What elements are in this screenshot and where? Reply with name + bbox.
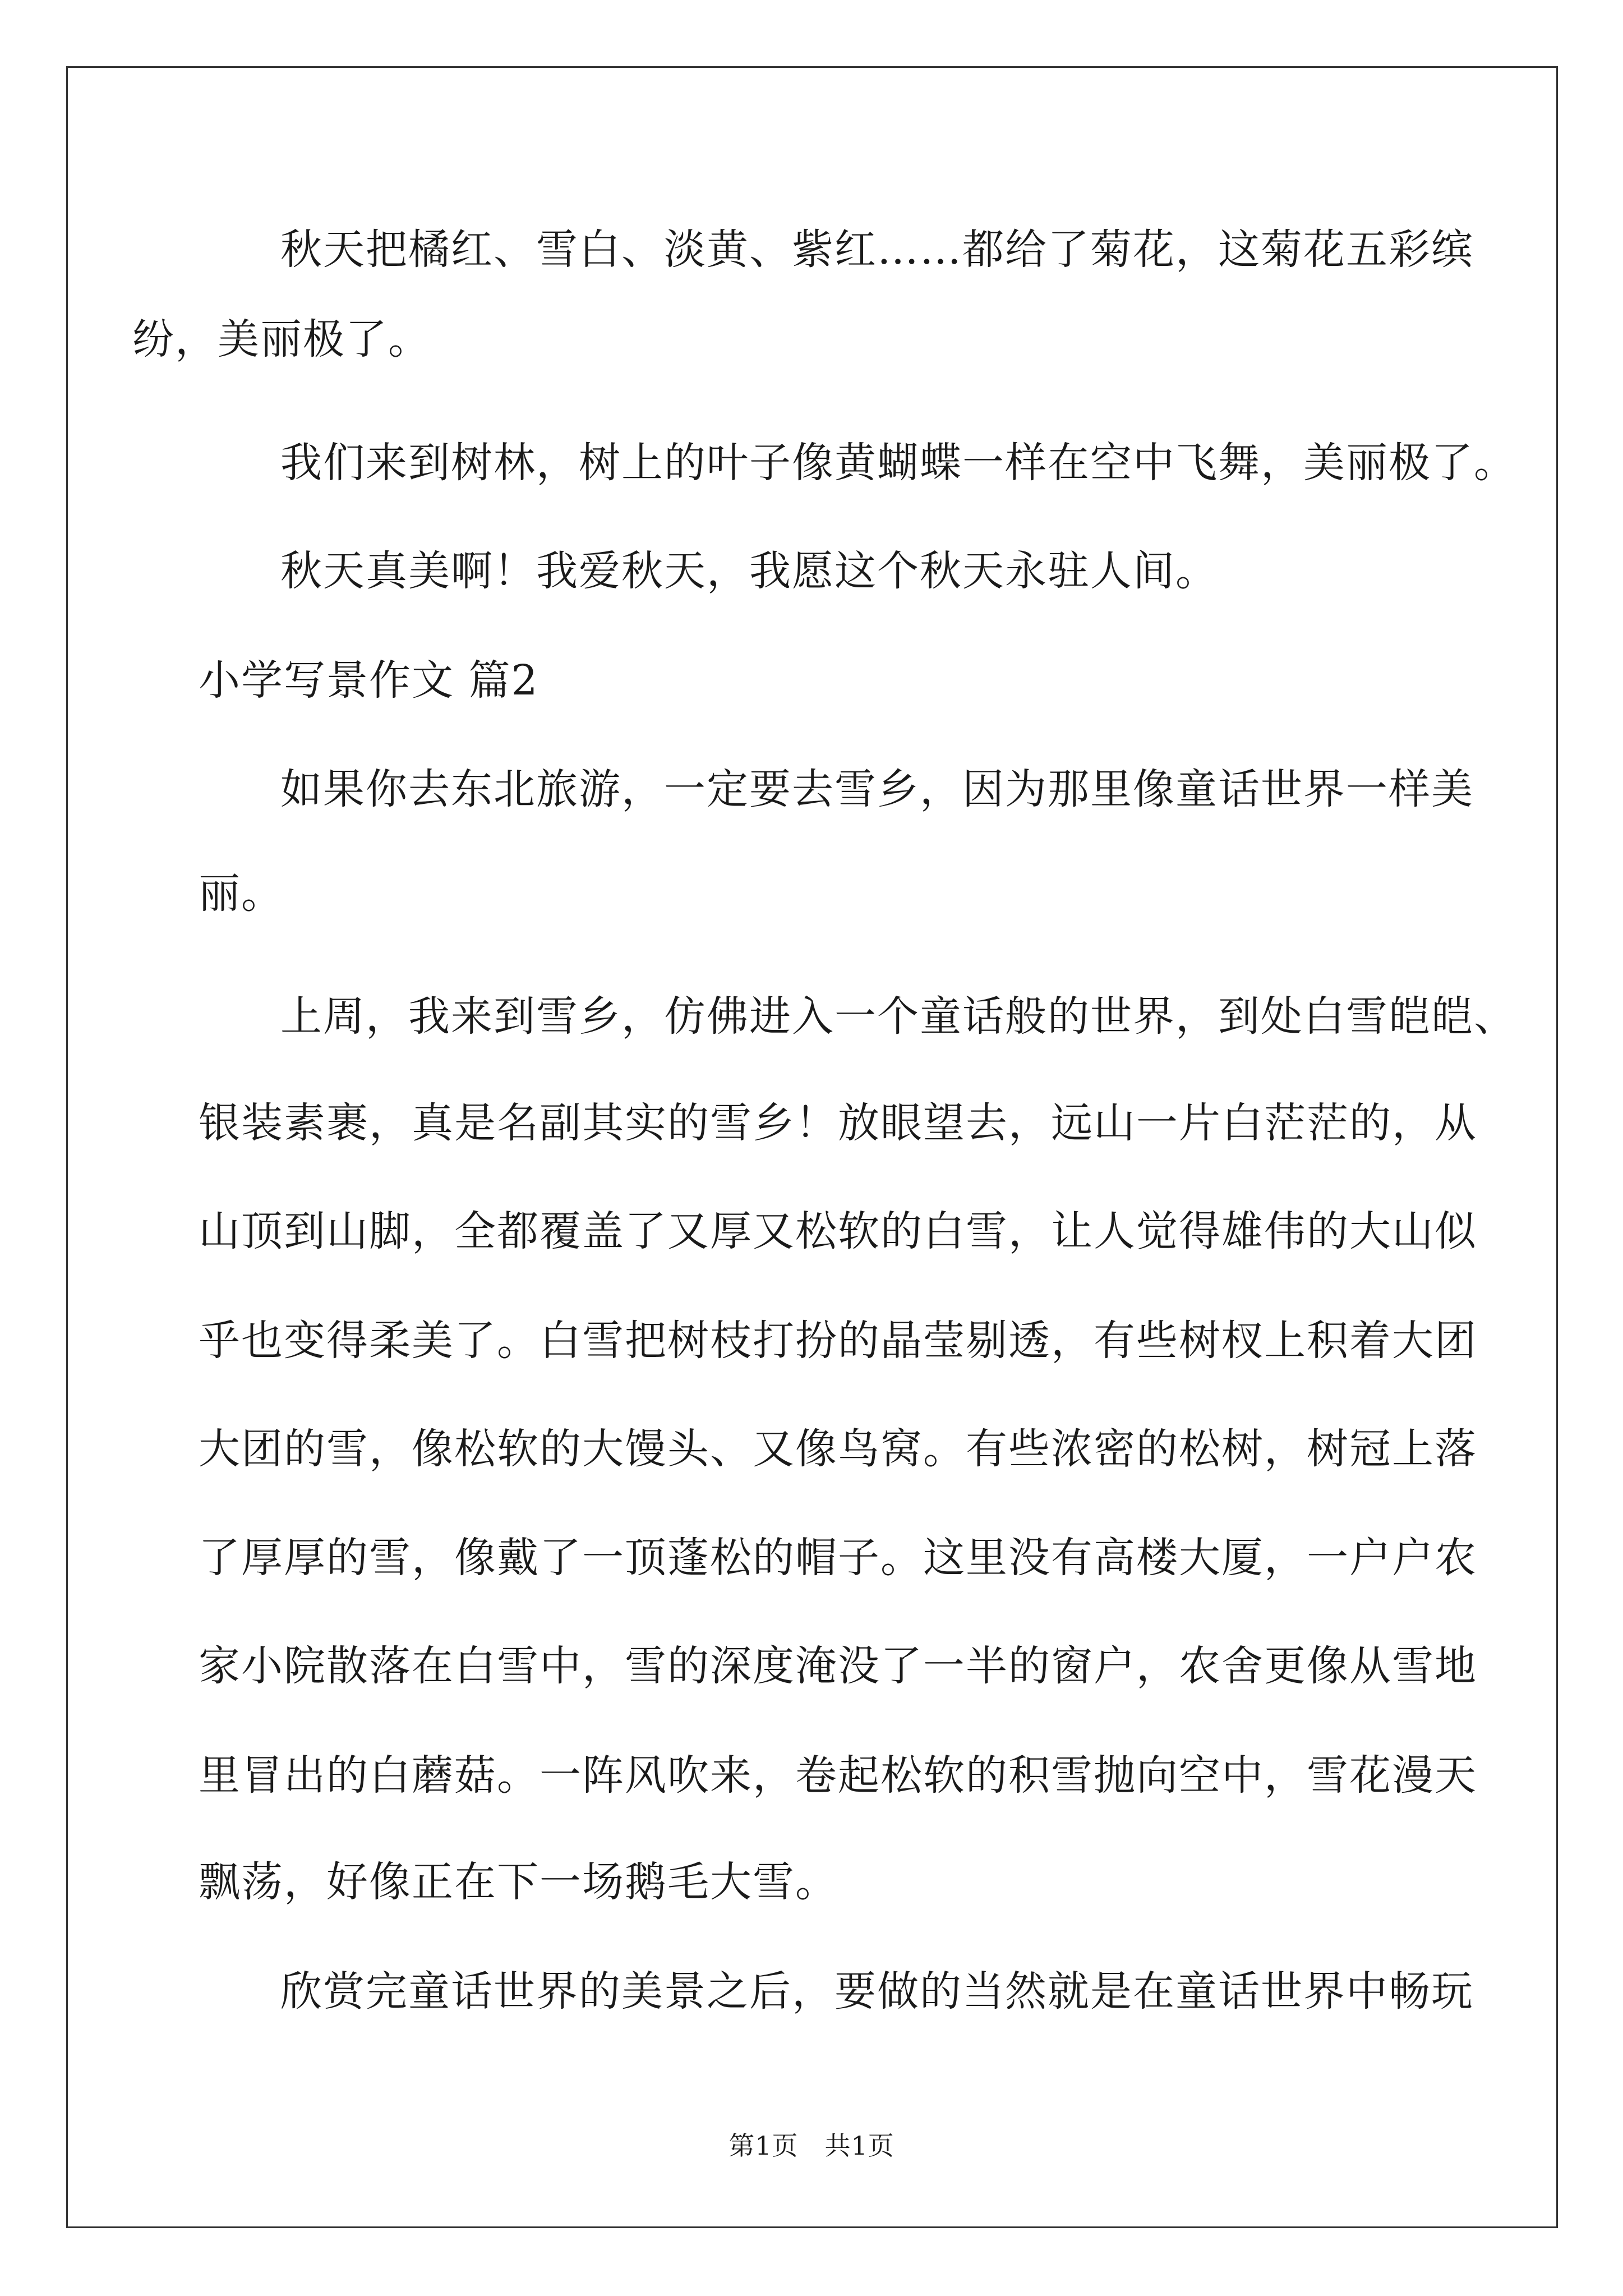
paragraph-5-line-8: 里冒出的白蘑菇。一阵风吹来，卷起松软的积雪抛向空中，雪花漫天 [199,1751,1477,1800]
paragraph-4-line-2: 丽。 [199,869,284,918]
paragraph-5-line-2: 银装素裹，真是名副其实的雪乡！放眼望去，远山一片白茫茫的，从 [199,1099,1477,1147]
section-heading: 小学写景作文 篇2 [199,656,539,705]
paragraph-5-line-5: 大团的雪，像松软的大馒头、又像鸟窝。有些浓密的松树，树冠上落 [199,1425,1477,1473]
paragraph-3-line-1: 秋天真美啊！我爱秋天，我愿这个秋天永驻人间。 [280,547,1218,595]
paragraph-5-line-1: 上周，我来到雪乡，仿佛进入一个童话般的世界，到处白雪皑皑、 [280,992,1516,1041]
paragraph-1-line-1: 秋天把橘红、雪白、淡黄、紫红……都给了菊花，这菊花五彩缤 [280,226,1474,274]
paragraph-5-line-6: 了厚厚的雪，像戴了一顶蓬松的帽子。这里没有高楼大厦，一户户农 [199,1534,1477,1582]
paragraph-5-line-9: 飘荡，好像正在下一场鹅毛大雪。 [199,1858,838,1906]
paragraph-6-line-1: 欣赏完童话世界的美景之后，要做的当然就是在童话世界中畅玩 [280,1967,1474,2016]
paragraph-5-line-4: 乎也变得柔美了。白雪把树枝打扮的晶莹剔透，有些树杈上积着大团 [199,1317,1477,1365]
paragraph-4-line-1: 如果你去东北旅游，一定要去雪乡，因为那里像童话世界一样美 [280,765,1474,813]
paragraph-5-line-3: 山顶到山脚，全都覆盖了又厚又松软的白雪，让人觉得雄伟的大山似 [199,1207,1477,1255]
paragraph-2-line-1: 我们来到树林，树上的叶子像黄蝴蝶一样在空中飞舞，美丽极了。 [280,439,1516,487]
paragraph-1-line-2: 纷，美丽极了。 [132,315,431,364]
paragraph-5-line-7: 家小院散落在白雪中，雪的深度淹没了一半的窗户，农舍更像从雪地 [199,1642,1477,1690]
page-number-footer: 第1页 共1页 [728,2131,895,2161]
